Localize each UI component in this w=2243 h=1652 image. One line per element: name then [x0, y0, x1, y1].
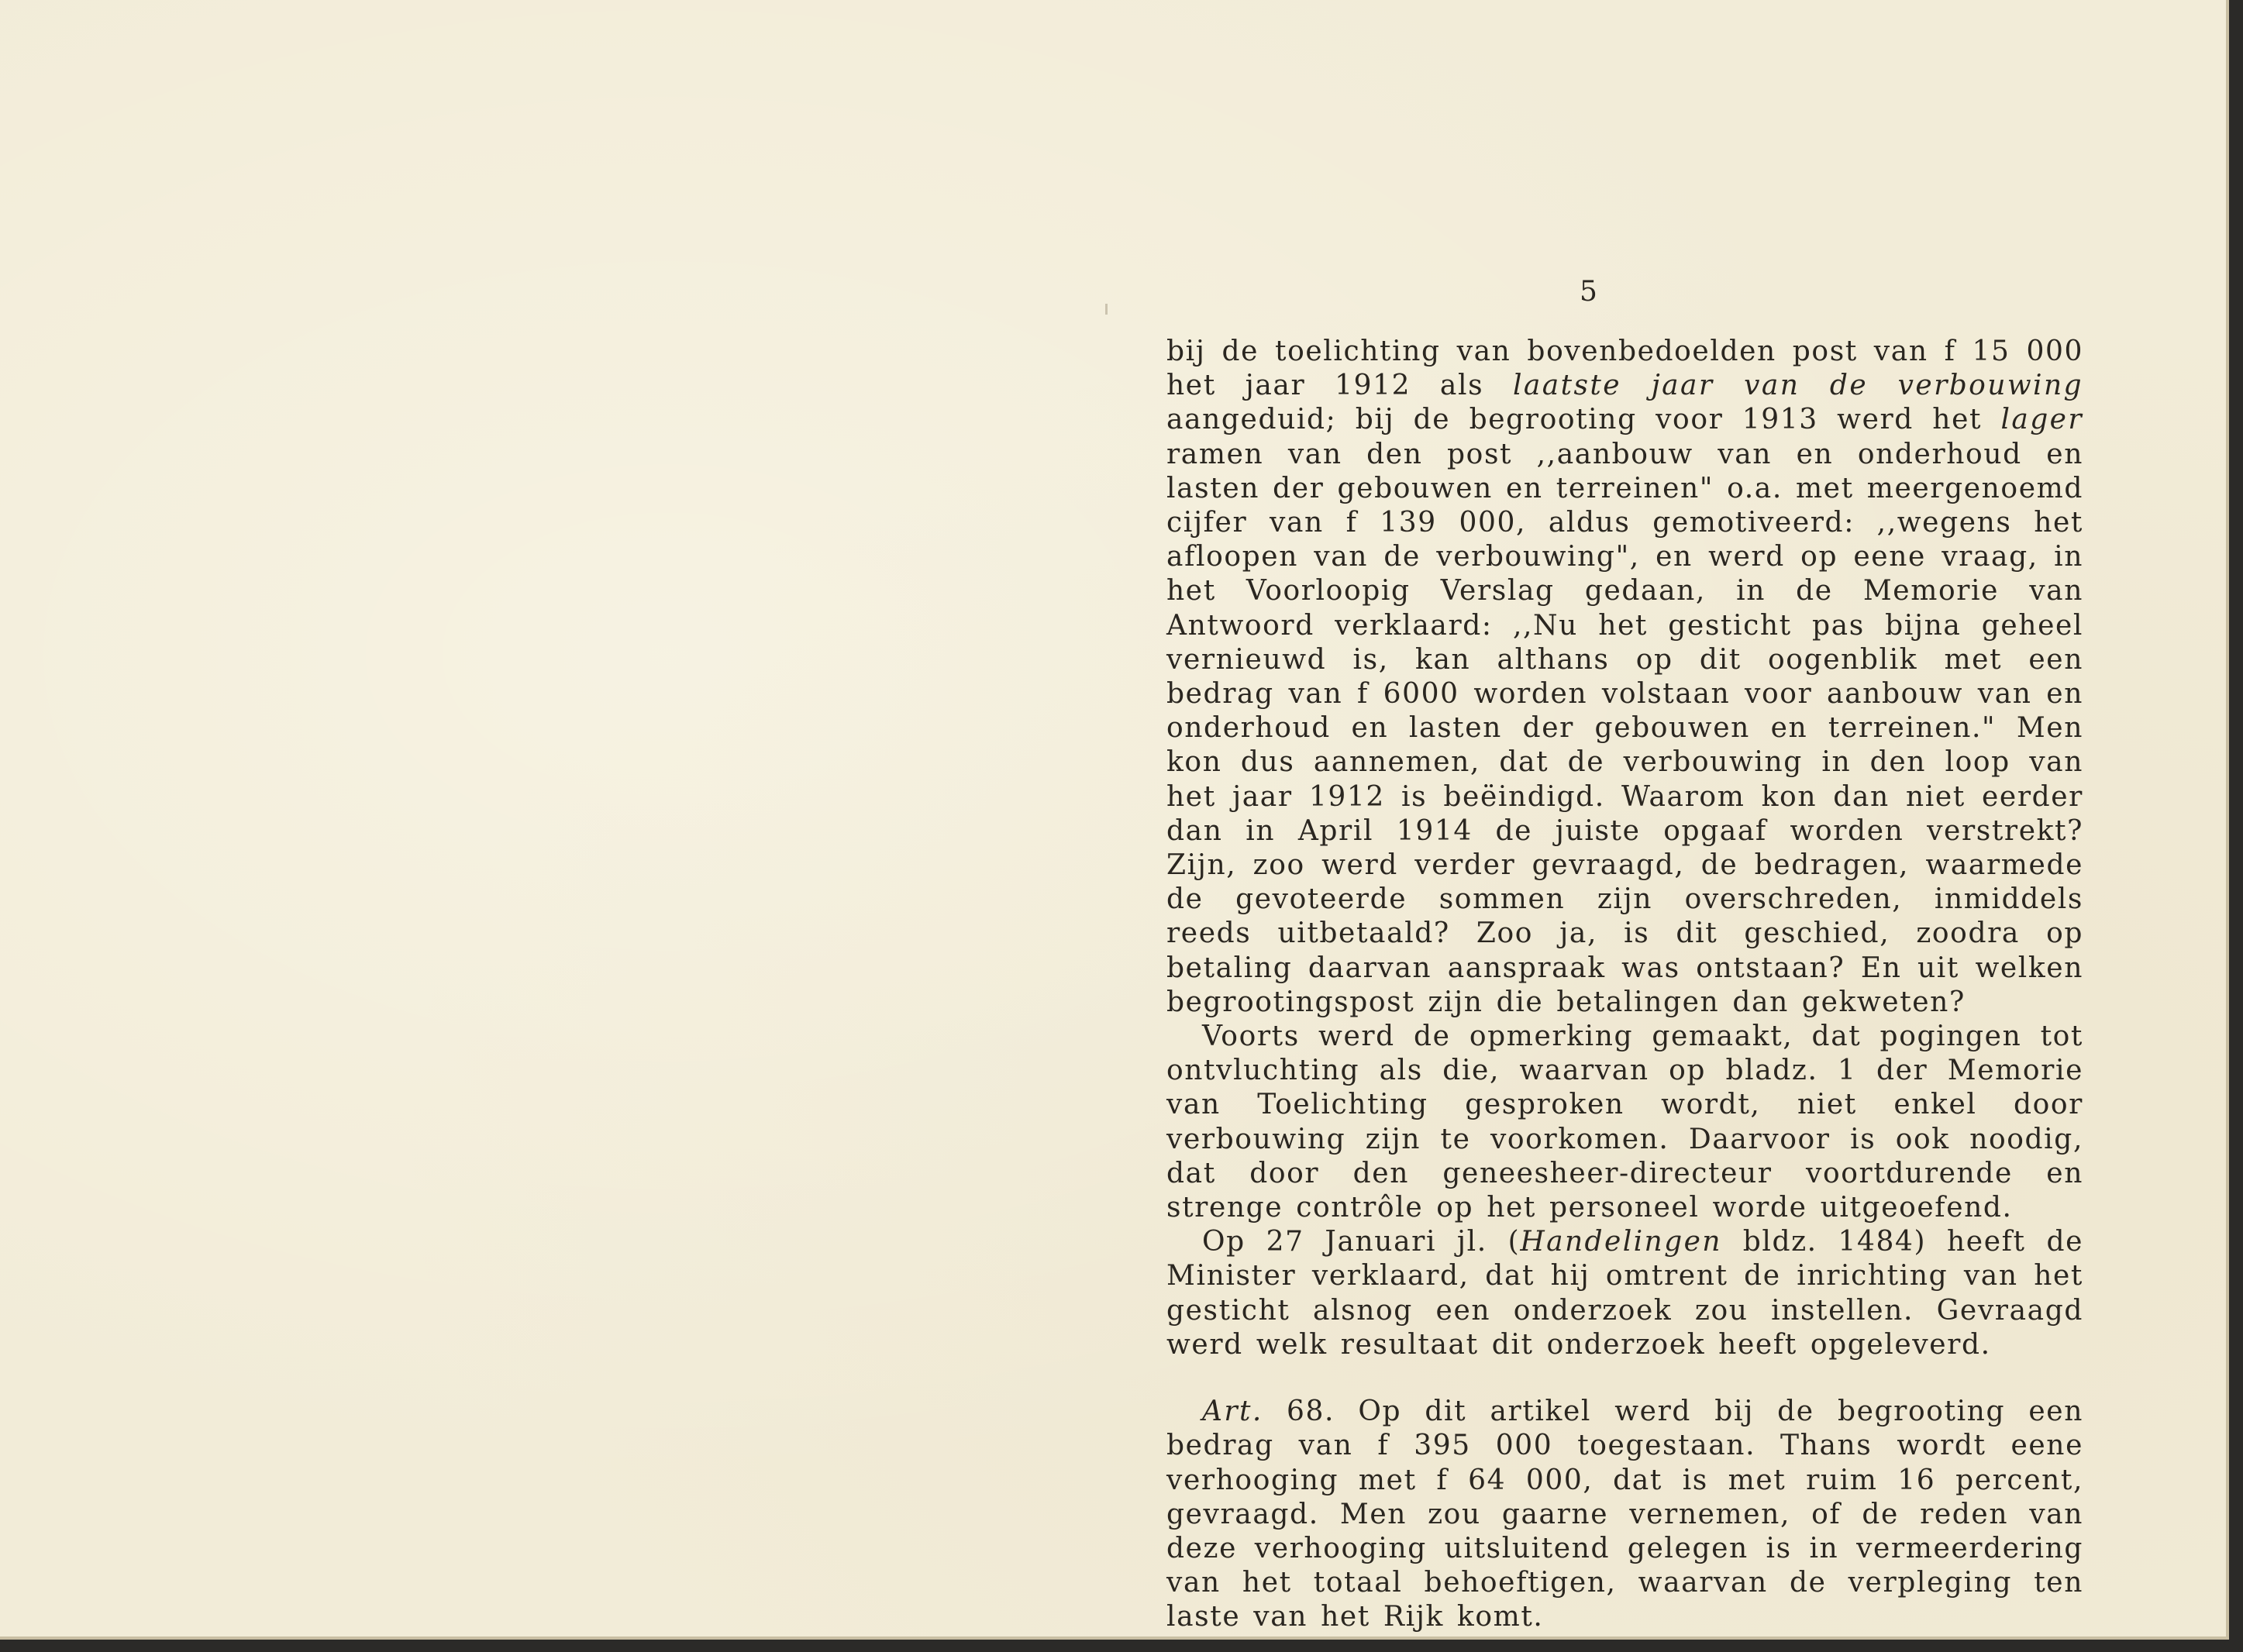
- paragraph-1-text-b: aangeduid; bij de begrooting voor 1913 werd het: [1166, 404, 2001, 436]
- page-number: 5: [1580, 276, 1598, 308]
- body-text: [1166, 335, 2083, 1635]
- paragraph-4: [1166, 1395, 2083, 1634]
- fold-mark: [1105, 304, 1108, 315]
- paragraph-3-italic: Handelingen: [1520, 1226, 1722, 1258]
- paragraph-4-text: 68. Op dit artikel werd bij de begrooting een bedrag van f 395 000 toegestaan. Thans wordt eene verhooging met f 64 000, dat is met ruim 16 percent, gevraagd. Men zou gaarne vernemen, of de reden van deze verhooging uitsluitend gelegen is in vermeerdering van het totaal behoeftigen, waarvan de verpleging ten laste van het Rijk komt.: [1166, 1396, 2083, 1633]
- section-gap: [1166, 1362, 2083, 1395]
- paragraph-2: Voorts werd de opmerking gemaakt, dat pogingen tot ontvluchting als die, waarvan op bladz. 1 der Memorie van Toelichting gesproken wordt, niet enkel door verbouwing zijn te voorkomen. Daarvoor is ook noodig, dat door den geneesheer-directeur voortdurende en strenge contrôle op het personeel worde uitgeoefend.: [1166, 1020, 2083, 1224]
- paragraph-1-text-a: bij de toelichting van bovenbedoelden post van f 15 000 het jaar 1912 als: [1166, 336, 2083, 402]
- paragraph-3: [1166, 1225, 2083, 1362]
- paragraph-3-text-a: Op 27 Januari jl. (: [1202, 1226, 1521, 1258]
- paragraph-1-text-c: ramen van den post ,,aanbouw van en onderhoud en lasten der gebouwen en terreinen" o.a. met meergenoemd cijfer van f 139 000, aldus gemotiveerd: ,,wegens het afloopen van de verbouwing", en werd op eene vraag, in het Voorloopig Verslag gedaan, in de Memorie van Antwoord verklaard: ,,Nu het gesticht pas bijna geheel vernieuwd is, kan althans op dit oogenblik met een bedrag van f 6000 worden volstaan voor aanbouw van en onderhoud en lasten der gebouwen en terreinen." Men kon dus aannemen, dat de verbouwing in den loop van het jaar 1912 is beëindigd. Waarom kon dan niet eerder dan in April 1914 de juiste opgaaf worden verstrekt? Zijn, zoo werd verder gevraagd, de bedragen, waarmede de gevoteerde sommen zijn overschreden, inmiddels reeds uitbetaald? Zoo ja, is dit geschied, zoodra op betaling daarvan aanspraak was ontstaan? En uit welken begrootingspost zijn die betalingen dan gekweten?: [1166, 438, 2083, 1018]
- paragraph-1: [1166, 335, 2083, 1020]
- paragraph-1-italic-a: laatste jaar van de verbouwing: [1513, 370, 2083, 402]
- paragraph-3-text-b: bldz. 1484) heeft de Minister verklaard, dat hij omtrent de inrichting van het gesticht alsnog een onderzoek zou instellen. Gevraagd werd welk resultaat dit onderzoek heeft opgeleverd.: [1166, 1226, 2083, 1361]
- article-label: Art.: [1202, 1396, 1263, 1428]
- paragraph-1-italic-b: lager: [2000, 404, 2083, 436]
